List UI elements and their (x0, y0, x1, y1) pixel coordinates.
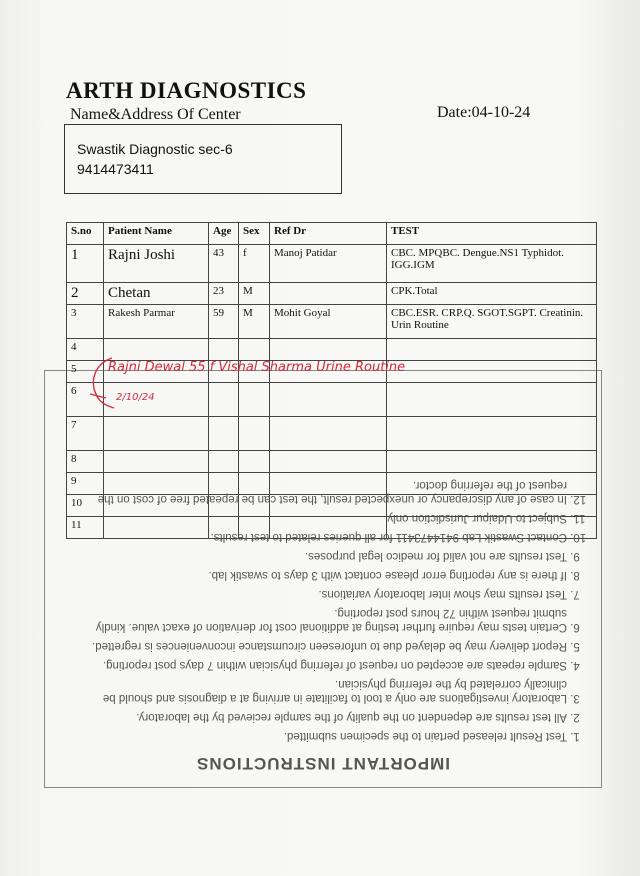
cell-patient-name: Rajni Joshi (104, 245, 209, 283)
cell-test (387, 339, 597, 361)
table-header-row (67, 223, 597, 245)
cell-age: 43 (209, 245, 239, 283)
instruction-item: 8. If there is any reporting error please contact with 3 days to swastik lab. (67, 568, 567, 582)
cell-sno: 8 (67, 451, 104, 473)
table-row (67, 245, 597, 283)
instruction-item: 2. All test results are dependent on the quality of the sample recieved by the laboratory. (67, 710, 567, 724)
cell-patient-name (104, 517, 209, 539)
cell-ref-dr: Mohit Goyal (270, 305, 387, 339)
table-row (67, 473, 597, 495)
cell-ref-dr (270, 451, 387, 473)
table-row (67, 305, 597, 339)
cell-test (387, 417, 597, 451)
cell-sno: 3 (67, 305, 104, 339)
cell-patient-name (104, 417, 209, 451)
cell-age (209, 473, 239, 495)
instruction-item: 9. Test results are not valid for medico legal purposes. (67, 549, 567, 563)
patient-table (66, 222, 597, 539)
center-phone: 9414473411 (77, 161, 154, 177)
cell-patient-name: Chetan (104, 283, 209, 305)
table-row (67, 339, 597, 361)
cell-ref-dr (270, 473, 387, 495)
cell-test: CPK.Total (387, 283, 597, 305)
instruction-item: 11. Subject to Udaipur Jurisdiction only. (67, 511, 567, 525)
lab-title: ARTH DIAGNOSTICS (66, 78, 307, 103)
cell-test (387, 451, 597, 473)
col-sex: Sex (239, 223, 270, 245)
cell-sex (239, 339, 270, 361)
instruction-item: 5. Report delivery may be delayed due to unforeseen circumstance inconveniences is regretted. (67, 639, 567, 653)
instruction-item: 12. In case of any discrepancy or unexpected result, the test can be repeated free of cost on the request of the referring doctor. (67, 478, 567, 506)
cell-test (387, 383, 597, 417)
cell-sex (239, 473, 270, 495)
cell-patient-name (104, 495, 209, 517)
instruction-item: 4. Sample repeats are accepted on request of referring physician within 7 days post reporting. (67, 658, 567, 672)
table-row (67, 451, 597, 473)
center-name: Swastik Diagnostic sec-6 (77, 141, 233, 157)
cell-sno: 2 (67, 283, 104, 305)
cell-age (209, 417, 239, 451)
cell-patient-name (104, 451, 209, 473)
instruction-item: 3. Laboratory investigations are only a tool to facilitate in arriving at a diagnosis and should be clinically correlated by the referring physician. (67, 677, 567, 705)
cell-test: CBC.ESR. CRP.Q. SGOT.SGPT. Creatinin. Urin Routine (387, 305, 597, 339)
handwritten-entry: Rajni Dewal 55 f Vishal Sharma Urine Routine (108, 360, 406, 375)
cell-sno: 10 (67, 495, 104, 517)
instruction-item: 7. Test results may show inter laboratory variations. (67, 587, 567, 601)
cell-age (209, 383, 239, 417)
handwritten-note: 2/10/24 (116, 392, 155, 403)
cell-sno: 11 (67, 517, 104, 539)
col-test: TEST (387, 223, 597, 245)
date: Date:04-10-24 (437, 104, 531, 121)
instruction-item: 10. Contact Swastik Lab 9414473411 for all queries related to test results. (67, 530, 567, 544)
center-address-box (64, 124, 342, 194)
col-patient-name: Patient Name (104, 223, 209, 245)
cell-patient-name: Rakesh Parmar (104, 305, 209, 339)
cell-test: CBC. MPQBC. Dengue.NS1 Typhidot. IGG.IGM (387, 245, 597, 283)
cell-ref-dr (270, 495, 387, 517)
cell-sno: 4 (67, 339, 104, 361)
cell-age: 59 (209, 305, 239, 339)
cell-ref-dr (270, 517, 387, 539)
cell-sex (239, 417, 270, 451)
cell-age (209, 517, 239, 539)
cell-sno: 7 (67, 417, 104, 451)
cell-test (387, 495, 597, 517)
cell-sex (239, 495, 270, 517)
table-row (67, 283, 597, 305)
table-row (67, 517, 597, 539)
cell-sno: 6 (67, 383, 104, 417)
col-ref-dr: Ref Dr (270, 223, 387, 245)
cell-sex (239, 383, 270, 417)
cell-test (387, 517, 597, 539)
instruction-item: 6. Certain tests may require further testing at additional cost for derivation of exact value. kindly submit request within 72 hours post reporting. (67, 606, 567, 634)
cell-patient-name (104, 473, 209, 495)
cell-sno: 9 (67, 473, 104, 495)
cell-ref-dr: Manoj Patidar (270, 245, 387, 283)
table-row (67, 495, 597, 517)
cell-sno: 1 (67, 245, 104, 283)
cell-age (209, 495, 239, 517)
cell-ref-dr (270, 383, 387, 417)
cell-ref-dr (270, 283, 387, 305)
cell-sex (239, 451, 270, 473)
cell-test (387, 473, 597, 495)
instructions-heading: IMPORTANT INSTRUCTIONS (196, 754, 451, 773)
cell-ref-dr (270, 339, 387, 361)
cell-test (387, 361, 597, 383)
table-row (67, 417, 597, 451)
cell-ref-dr (270, 417, 387, 451)
cell-age (209, 339, 239, 361)
handwritten-bracket-mark (86, 354, 120, 414)
col-age: Age (209, 223, 239, 245)
col-sno: S.no (67, 223, 104, 245)
cell-sex (239, 517, 270, 539)
cell-sex: M (239, 305, 270, 339)
cell-sno: 5 (67, 361, 104, 383)
center-label: Name&Address Of Center (70, 106, 241, 123)
cell-sex: f (239, 245, 270, 283)
cell-sex: M (239, 283, 270, 305)
cell-age: 23 (209, 283, 239, 305)
cell-age (209, 451, 239, 473)
instruction-item: 1. Test Result released pertain to the specimen submitted. (67, 729, 567, 743)
